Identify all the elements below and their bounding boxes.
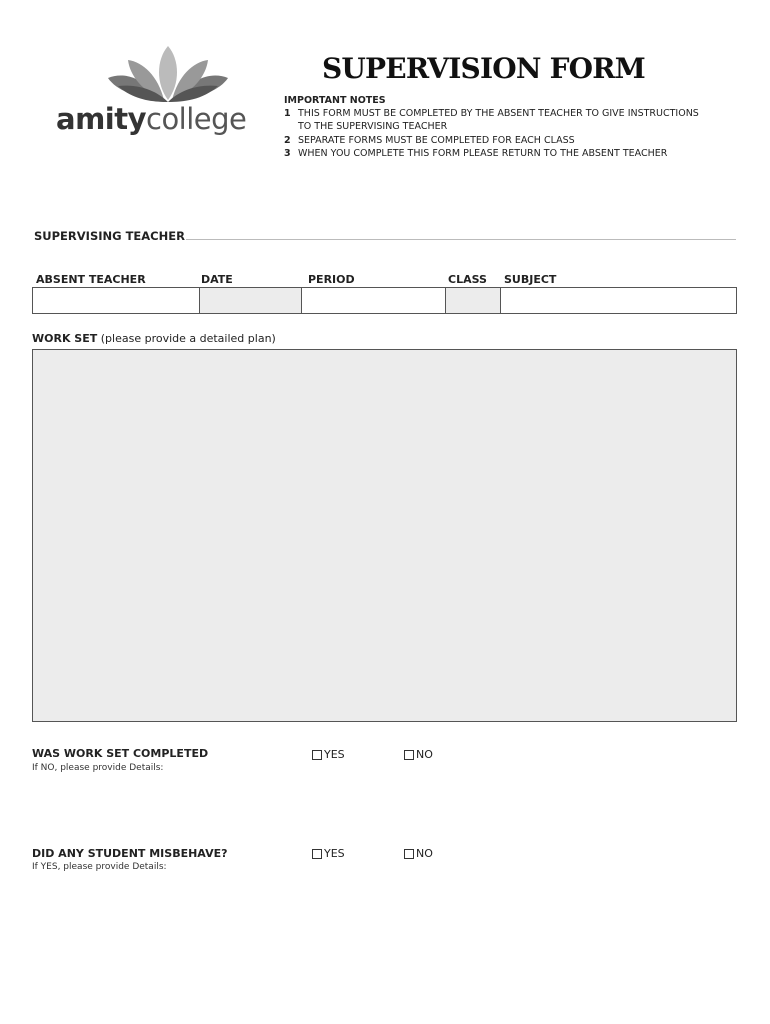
checkbox-icon[interactable]	[404, 849, 414, 859]
details-row	[32, 287, 737, 314]
important-notes	[284, 94, 699, 160]
checkbox-icon[interactable]	[404, 750, 414, 760]
note-number: 2	[284, 134, 291, 146]
work-set-label-hint: (please provide a detailed plan)	[97, 332, 276, 345]
work-completed-no-option[interactable]	[404, 748, 433, 761]
note-text: TO THE SUPERVISING TEACHER	[298, 121, 448, 133]
absent-teacher-label: ABSENT TEACHER	[36, 273, 146, 286]
supervising-teacher-label: SUPERVISING TEACHER	[34, 229, 185, 243]
work-set-label-bold: WORK SET	[32, 332, 98, 345]
checkbox-icon[interactable]	[312, 750, 322, 760]
note-item	[284, 134, 699, 147]
class-label: CLASS	[448, 273, 487, 286]
notes-heading: IMPORTANT NOTES	[284, 95, 386, 106]
yes-label: YES	[324, 748, 345, 761]
work-completed-yes-option[interactable]	[312, 748, 345, 761]
lotus-icon	[98, 44, 238, 102]
brand-name	[56, 102, 246, 136]
note-text: SEPARATE FORMS MUST BE COMPLETED FOR EACH CLASS	[298, 134, 575, 146]
period-label: PERIOD	[308, 273, 355, 286]
date-field[interactable]	[199, 288, 301, 313]
no-label: NO	[416, 847, 433, 860]
checkbox-icon[interactable]	[312, 849, 322, 859]
absent-teacher-field[interactable]	[33, 288, 199, 313]
work-completed-question: WAS WORK SET COMPLETED	[32, 747, 209, 760]
college-logo	[56, 44, 261, 139]
class-field[interactable]	[445, 288, 500, 313]
student-misbehave-no-option[interactable]	[404, 847, 433, 860]
student-misbehave-details-prompt: If YES, please provide Details:	[32, 862, 167, 872]
note-number: 3	[284, 147, 291, 159]
note-text: THIS FORM MUST BE COMPLETED BY THE ABSENT TEACHER TO GIVE INSTRUCTIONS	[298, 108, 699, 120]
yes-label: YES	[324, 847, 345, 860]
work-set-field[interactable]	[32, 349, 737, 722]
note-item	[284, 147, 699, 160]
work-set-label	[32, 332, 276, 345]
form-title: SUPERVISION FORM	[322, 52, 645, 85]
subject-label: SUBJECT	[504, 273, 557, 286]
brand-name-bold: amity	[56, 102, 146, 136]
no-label: NO	[416, 748, 433, 761]
student-misbehave-question: DID ANY STUDENT MISBEHAVE?	[32, 847, 228, 860]
work-completed-details-prompt: If NO, please provide Details:	[32, 763, 164, 773]
note-number: 1	[284, 108, 291, 120]
date-label: DATE	[201, 273, 233, 286]
subject-field[interactable]	[500, 288, 736, 313]
supervising-teacher-field[interactable]	[186, 239, 736, 240]
note-text: WHEN YOU COMPLETE THIS FORM PLEASE RETURN TO THE ABSENT TEACHER	[298, 147, 668, 159]
brand-name-light: college	[146, 102, 247, 136]
period-field[interactable]	[301, 288, 445, 313]
student-misbehave-yes-option[interactable]	[312, 847, 345, 860]
note-item	[284, 107, 699, 133]
